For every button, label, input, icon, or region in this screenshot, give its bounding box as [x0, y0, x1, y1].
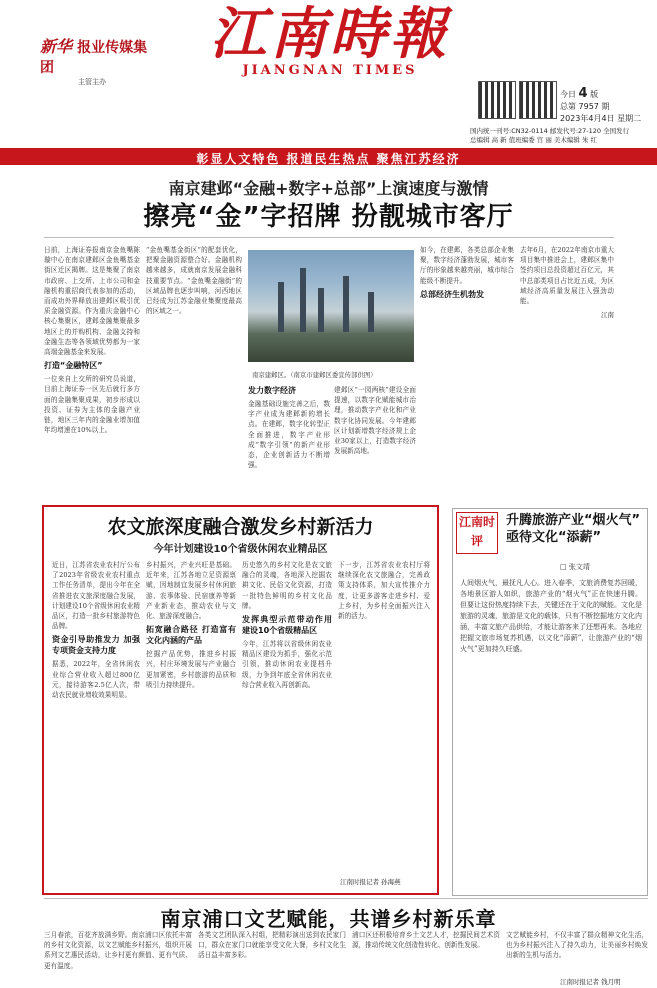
masthead-title: 江南時報: [210, 1, 450, 67]
bottom-column-1: 三月春浓，百花齐放满乡野。南京浦口区依托丰富的乡村文化资源，以文艺赋能乡村振兴，组织开展系列文艺惠民活动，让乡村更有颜值、更有气质、更有温度。: [44, 931, 192, 970]
postal-code: 邮发代号:27-120 全国发行: [549, 127, 630, 135]
lead-column-6: [520, 245, 614, 495]
today-label: 今日: [560, 90, 576, 99]
bottom-headline: 南京浦口文艺赋能，共谱乡村新乐章: [160, 907, 497, 931]
bottom-column-3: 浦口区还积极培育乡土文艺人才，挖掘民间艺术资源，推动传统文化创造性转化、创新性发展。: [352, 931, 500, 950]
feature-author: 江南时报记者 孙海燕: [340, 878, 401, 886]
feature-col2b-text: 挖掘产品优势，推进乡村振兴，村庄环境发展与产业融合更加紧密，乡村旅游的品质和吸引力持续提升。: [146, 650, 236, 689]
edition-box: [560, 86, 650, 125]
feature-col1b-text: 据悉，2022年，全省休闲农业综合营业收入超过800亿元，接待游客2.5亿人次，带动农民就业增收效果明显。: [52, 660, 140, 700]
commentary-author: □ 张文靖: [560, 563, 590, 571]
feature-column-4: [338, 560, 430, 870]
lead-subhead-2: 发力数字经济: [248, 386, 296, 395]
masthead: [200, 1, 460, 83]
group-name: 报业传媒集团: [40, 40, 148, 76]
feature-column-1: [52, 560, 140, 885]
lead-column-4: [334, 385, 416, 495]
feature-column-3: [242, 560, 332, 885]
feature-col4-text: 下一步，江苏省农业农村厅将继续深化农文旅融合，完善政策支持体系，加大宣传推介力度，让更多游客走进乡村、爱上乡村，为乡村全面振兴注入新的活力。: [338, 561, 430, 621]
lead-col3-text: 金融基础设施完善之后，数字产业成为建邺新的增长点。在建邺，数字化转型正全面推进，数字产业形成“数字引领”的新产业形态，企业创新活力不断增强。: [248, 400, 330, 470]
lead-col1-text: 日前，上海证券报南京金鱼嘴陈璇中心在南京建邺区金鱼嘴基金街区迁区揭牌。这是集聚了南京市政府、上交所、上市公司和金融机构重招商代表参加的活动，而成功外界释放出建邺区吸引优质金融资源。作为重庆金融中心核心集聚区，建邺金融集聚最多地区上的并购机构、金融支持和金融生态等各领域优势都为一家高端金融基金来发展。: [44, 246, 140, 357]
feature-column-2: [146, 560, 236, 885]
feature-subhead-3: 发挥典型示范带动作用 建设10个省级精品区: [242, 615, 332, 636]
slogan: 彰显人文特色 报道民生热点 聚焦江苏经济: [196, 152, 461, 166]
bottom-column-4: 文艺赋能乡村，不仅丰富了群众精神文化生活，也为乡村振兴注入了持久动力，让美丽乡村焕发出新的生机与活力。: [506, 931, 648, 960]
qr-code-icon-2: [519, 81, 557, 119]
lead-headline: 擦亮“金”字招牌 扮靓城市客厅: [143, 202, 514, 232]
divider-bottom: [44, 898, 648, 899]
lead-col4-text: 建邺区“一园两核”建设全面提速，以数字化赋能城市治理，推动数字产业化和产业数字化协同发展。今年建邺区计划新增数字经济规上企业30家以上，打造数字经济发展新高地。: [334, 386, 416, 456]
feature-col2-text: 乡村振兴，产业兴旺是基础。近年来，江苏各地立足资源禀赋，因地制宜发展乡村休闲旅游、农事体验、民宿康养等新产业新业态，推动农业与文化、旅游深度融合。: [146, 561, 236, 621]
feature-subtitle: 今年计划建设10个省级休闲农业精品区: [153, 544, 328, 555]
feature-col3b-text: 今年，江苏将以省级休闲农业精品区建设为抓手，强化示范引领，推动休闲农业提档升级，力争到年底全省休闲农业综合营业收入再创新高。: [242, 640, 332, 689]
feature-col1-text: 近日，江苏省农业农村厅公布了2023年省级农业农村重点工作任务清单，提出今年在全省推进农文旅深度融合发展，计划建设10个省级休闲农业精品区，打造一批乡村旅游特色品牌。: [52, 561, 140, 631]
editors-line: 总编辑 高 新 值班编委 宫 丽 美术编辑 朱 红: [470, 136, 598, 144]
feature-title: 农文旅深度融合激发乡村新活力: [107, 516, 374, 538]
bottom-column-2: 各类文艺团队深入村组，把精彩演出送到农民家门口，群众在家门口就能享受文化大餐，乡村文化生活日益丰富多彩。: [198, 931, 346, 960]
lead-subhead-1: 打造“金融特区”: [44, 361, 103, 371]
lead-col1b-text: 一位来自上交所的研究员说道，目前上海证券一区先后就行多方面的金融集聚成果，初步形成以投资、证券为主体的金融产业链，地区三年内的金融业增加值年均增速在10%以上。: [44, 375, 140, 435]
group-sub: 主管主办: [78, 78, 106, 86]
cn-number: 国内统一刊号:CN32-0114: [470, 127, 548, 135]
publication-info: [470, 127, 655, 145]
lead-column-3: [248, 385, 330, 495]
feature-subhead-1: 资金引导助推发力 加强专项资金支持力度: [52, 635, 140, 656]
feature-subhead-2: 拓宽融合路径 打造富有文化内涵的产品: [146, 625, 236, 646]
lead-subhead-3: 总部经济生机勃发: [420, 289, 484, 299]
qr-code-icon: [478, 81, 516, 119]
bottom-author: 江南时报记者 钱月明: [560, 978, 621, 986]
commentary-title: 升腾旅游产业“烟火气” 亟待文化“添薪”: [506, 513, 641, 545]
divider: [44, 237, 614, 238]
feature-col3-text: 历史悠久的乡村文化是农文旅融合的灵魂，各地深入挖掘农耕文化、民俗文化资源，打造一批特色鲜明的乡村文化品牌。: [242, 561, 332, 610]
lead-column-2: [146, 245, 242, 495]
commentary-body: 人间烟火气，最抚凡人心。进入春季，文旅消费复苏回暖，各地景区游人如织，旅游产业的“烟火气”正在快速升腾。但要让这份热度持续下去，关键还在于文化的赋能。文化是旅游的灵魂，旅游是文化的载体，只有不断挖掘地方文化内涵，丰富文旅产品供给，才能让游客来了还想再来。各地应把握文旅市场复苏机遇，以文化“添薪”，让旅游产业的“烟火气”更加持久旺盛。: [460, 579, 642, 653]
commentary-logo: 江南时评: [456, 512, 498, 554]
photo-caption: 南京建邺区。（南京市建邺区委宣传部供图）: [252, 371, 377, 379]
masthead-title-en: JIANGNAN TIMES: [242, 63, 418, 78]
lead-column-5: [420, 245, 514, 495]
lead-col2-text: “金鱼嘴基金街区”的配套优化，把聚金融资源整合好。金融机构越来越多，成就南京发展金融科技重要节点。“金鱼嘴金融街”的区域品牌也逐步叫响，河西地区已经成为江苏金融业集聚度最高的区域之一。: [146, 246, 242, 316]
lead-column-1: [44, 245, 140, 495]
issue-number: 总第 7957 期: [560, 102, 610, 111]
lead-tail: 江南: [601, 311, 614, 320]
group-logo: [40, 34, 152, 86]
lead-col5-text: 如今，在建邺，各类总部企业集聚，数字经济蓬勃发展，城市客厅的形象越来越亮丽，城市综合能级不断提升。: [420, 246, 514, 285]
lead-kicker: 南京建邺“金融+数字+总部”上演速度与激情: [168, 179, 489, 198]
page-count: 4: [578, 86, 588, 101]
lead-col6-text: 去年6月，在2022年南京市重大项目集中推进会上，建邺区集中签约项目总投资超过百亿元，其中总部类项目占比近五成，为区域经济高质量发展注入强劲动能。: [520, 246, 614, 306]
issue-date: 2023年4月4日 星期二: [560, 114, 642, 123]
page-unit: 版: [590, 90, 599, 99]
city-skyline-photo: [248, 250, 414, 362]
group-logo-mark: 新华: [40, 37, 73, 56]
